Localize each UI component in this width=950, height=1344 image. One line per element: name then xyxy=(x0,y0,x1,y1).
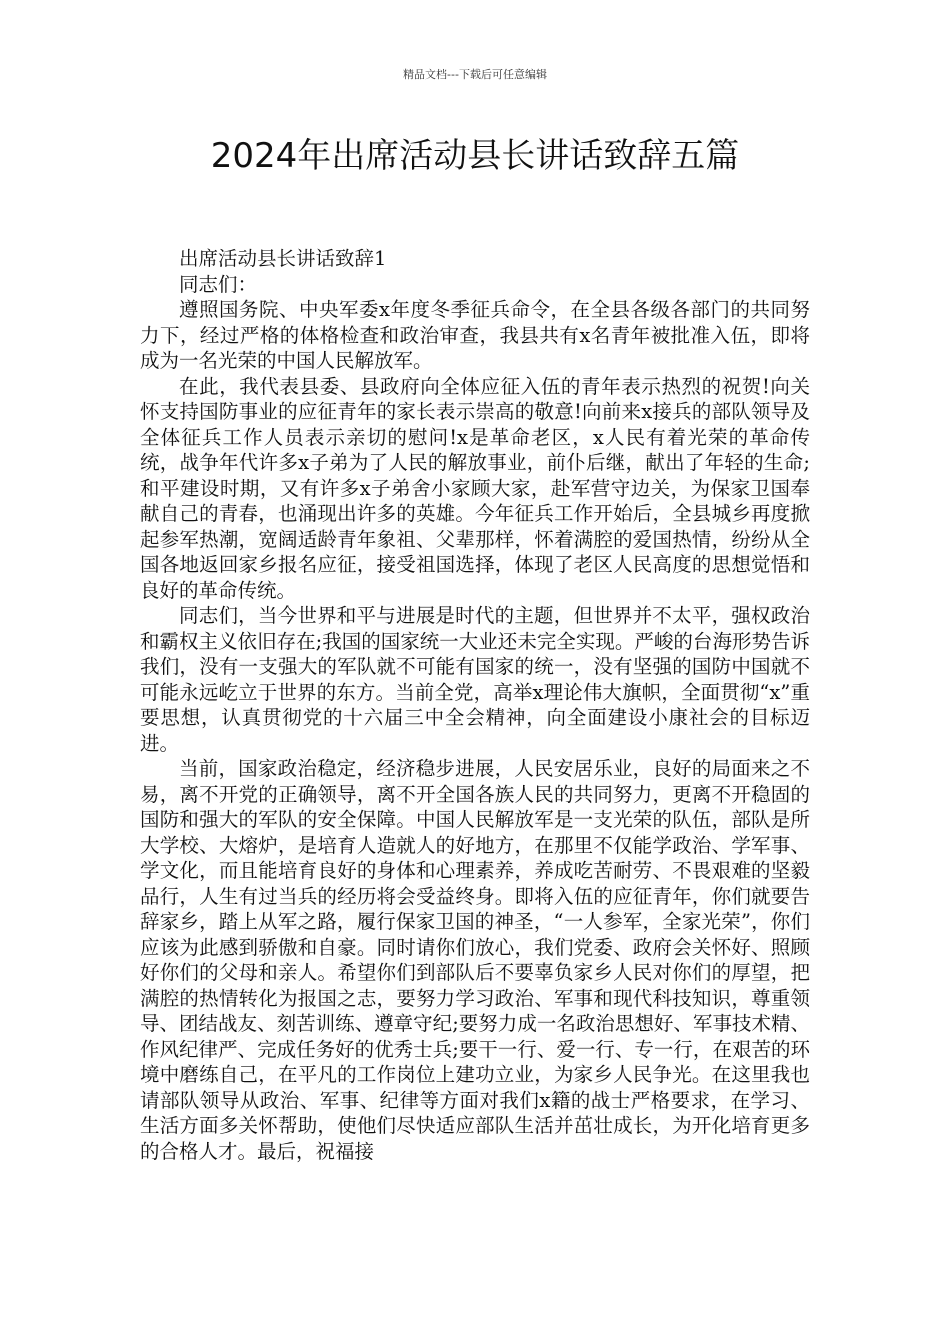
body-paragraph-2: 在此，我代表县委、县政府向全体应征入伍的青年表示热烈的祝贺!向关怀支持国防事业的应征青年的家长表示崇高的敬意!向前来x接兵的部队领导及全体征兵工作人员表示亲切的慰问!x是革命老区，x人民有着光荣的革命传统，战争年代许多x子弟为了人民的解放事业，前仆后继，献出了年轻的生命;和平建设时期，又有许多x子弟舍小家顾大家，赴军营守边关，为保家卫国奉献自己的青春，也涌现出许多的英雄。今年征兵工作开始后，全县城乡再度掀起参军热潮，宽阔适龄青年象祖、父辈那样，怀着满腔的爱国热情，纷纷从全国各地返回家乡报名应征，接受祖国选择，体现了老区人民高度的思想觉悟和良好的革命传统。 xyxy=(140,374,810,602)
body-paragraph-1: 遵照国务院、中央军委x年度冬季征兵命令，在全县各级各部门的共同努力下，经过严格的体格检查和政治审查，我县共有x名青年被批准入伍，即将成为一名光荣的中国人民解放军。 xyxy=(140,298,810,372)
salutation: 同志们： xyxy=(179,272,258,296)
body-paragraph-4: 当前，国家政治稳定，经济稳步进展，人民安居乐业，良好的局面来之不易，离不开党的正确领导，离不开全国各族人民的共同努力，更离不开稳固的国防和强大的军队的安全保障。中国人民解放军是一支光荣的队伍，部队是所大学校、大熔炉，是培育人造就人的好地方，在那里不仅能学政治、学军事、学文化，而且能培育良好的身体和心理素养，养成吃苦耐劳、不畏艰难的坚毅品行，人生有过当兵的经历将会受益终身。即将入伍的应征青年，你们就要告辞家乡，踏上从军之路，履行保家卫国的神圣，“一人参军，全家光荣”，你们应该为此感到骄傲和自豪。同时请你们放心，我们党委、政府会关怀好、照顾好你们的父母和亲人。希望你们到部队后不要辜负家乡人民对你们的厚望，把满腔的热情转化为报国之志，要努力学习政治、军事和现代科技知识，尊重领导、团结战友、刻苦训练、遵章守纪;要努力成一名政治思想好、军事技术精、作风纪律严、完成任务好的优秀士兵;要干一行、爱一行、专一行，在艰苦的环境中磨练自己，在平凡的工作岗位上建功立业，为家乡人民争光。在这里我也请部队领导从政治、军事、纪律等方面对我们x籍的战士严格要求，在学习、生活方面多关怀帮助，使他们尽快适应部队生活并茁壮成长，为开化培育更多的合格人才。最后，祝福接 xyxy=(140,757,810,1163)
page-header-note: 精品文档---下载后可任意编辑 xyxy=(403,68,547,81)
document-body xyxy=(140,246,810,1164)
section-heading: 出席活动县长讲话致辞1 xyxy=(179,247,387,270)
document-title: 2024年出席活动县长讲话致辞五篇 xyxy=(210,136,740,176)
body-paragraph-3: 同志们，当今世界和平与进展是时代的主题，但世界并不太平，强权政治和霸权主义依旧存在;我国的国家统一大业还未完全实现。严峻的台海形势告诉我们，没有一支强大的军队就不可能有国家的统一，没有坚强的国防中国就不可能永远屹立于世界的东方。当前全党，高举x理论伟大旗帜，全面贯彻“x”重要思想，认真贯彻党的十六届三中全会精神，向全面建设小康社会的目标迈进。 xyxy=(140,604,810,755)
